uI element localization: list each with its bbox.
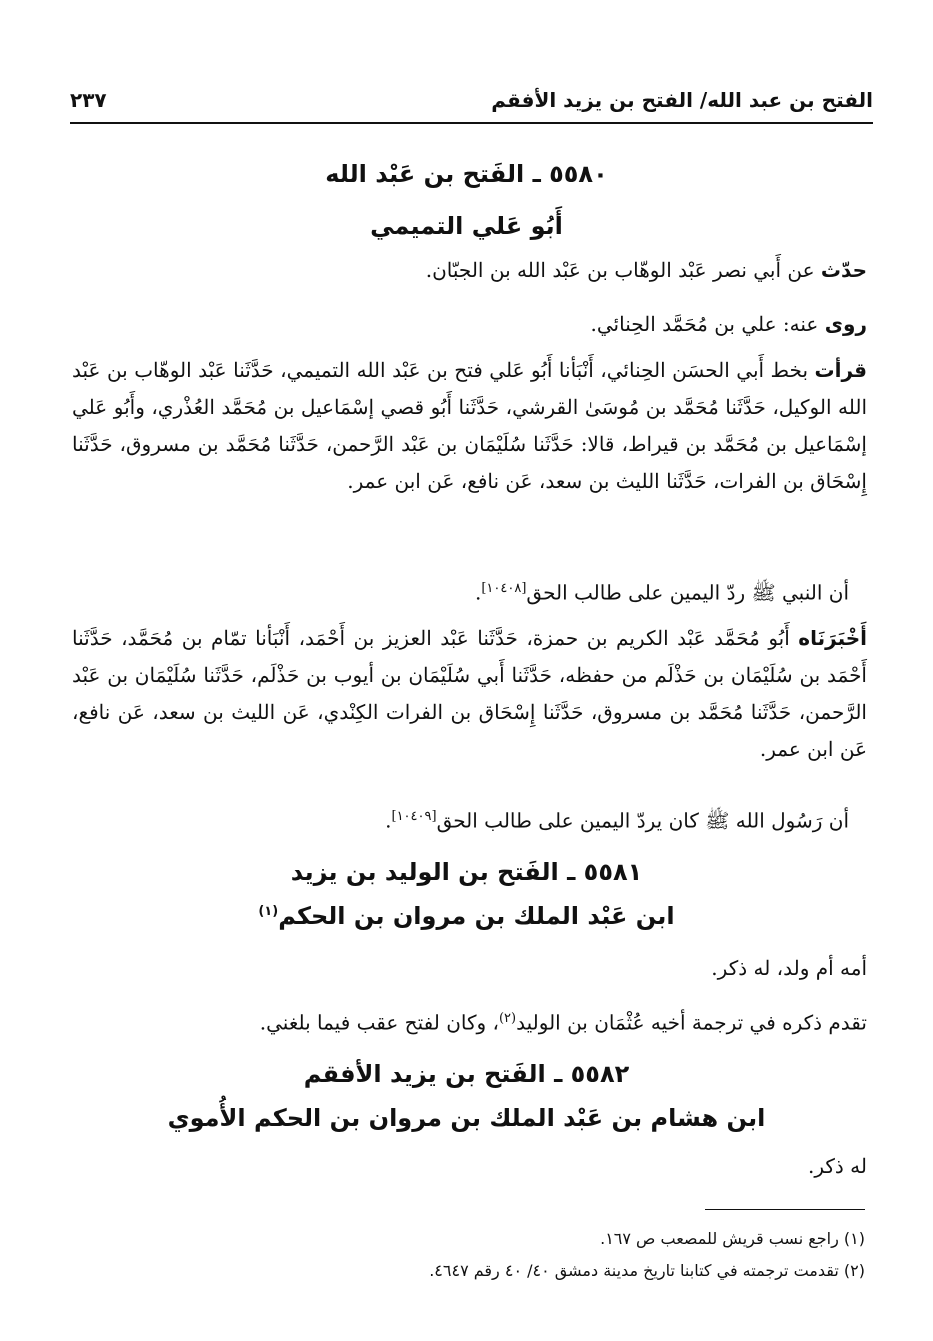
paragraph-text: أَبُو مُحَمَّد عَبْد الكريم بن حمزة، حَدَّثَنا عَبْد العزيز بن أَحْمَد، أَنْبَأنا تمّام بن مُحَمَّد، حَدَّثَنا أَحْمَد بن سُلَيْمَان بن حَذْلَم من حفظه، حَدَّثَنا أَبي سُلَيْمَان بن أيوب بن حَذْلَم، حَدَّثَنا سُلَيْمَان بن عَبْد الرَّحمن، حَدَّثَنا مُحَمَّد بن مسروق، حَدَّثَنا إِسْحَاق بن الفرات الكِنْدي، عَن الليث بن سعد، عَن نافع، عَن ابن عمر. [72,626,867,761]
footnote-rule [705,1209,865,1210]
paragraph-text: له ذكر. [808,1154,867,1178]
paragraph-text: بخط أَبي الحسَن الحِنائي، أَنْبَأنا أَبُو عَلي فتح بن عَبْد الله التميمي، حَدَّثَنا عَبْد الوهّاب بن عَبْد الله الوكيل، حَدَّثَنا مُحَمَّد بن مُوسَىٰ القرشي، حَدَّثَنا أَبُو قصي إسْمَاعيل بن مُحَمَّد العُذْري، وأَبُو عَلي إسْمَاعيل بن مُحَمَّد بن قيراط، قالا: حَدَّثَنا سُلَيْمَان بن عَبْد الرَّحمن، حَدَّثَنا مُحَمَّد بن مسروق، حَدَّثَنا إِسْحَاق بن الفرات، حَدَّثَنا الليث بن سعد، عَن نافع، عَن ابن عمر. [72,358,867,493]
paragraph-lead: أَخْبَرَنَاه [798,626,867,650]
running-header [70,88,873,120]
paragraph-hadath [72,252,867,289]
paragraph-text: أمه أم ولد، له ذكر. [711,956,867,980]
paragraph-akhbarana [72,620,867,768]
paragraph-lead: حدّث [820,258,867,282]
entry-subtitle-5582: ابن هشام بن عَبْد الملك بن مروان بن الحكم الأُموي [167,1104,766,1132]
header-rule [70,122,873,124]
paragraph-text: ، وكان لفتح عقب فيما بلغني. [259,1010,499,1035]
period: . [474,580,482,605]
paragraph-umuhu [72,950,867,987]
footnote-ref: (٢) [498,1011,517,1026]
entry-subtitle-text: ابن عَبْد الملك بن مروان بن الحكم [278,902,675,930]
footnote-number: (١) [843,1229,865,1248]
paragraph-qara-tu [72,352,867,500]
footnote-number: (٢) [843,1261,865,1280]
hadith-number: [١٠٤٠٩] [391,809,437,824]
paragraph-lead: قرأت [814,358,868,382]
paragraph-text: تقدم ذكره في ترجمة أخيه عُثْمَان بن الوليد [516,1010,867,1035]
entry-title-5582: ٥٥٨٢ ـ الفَتح بن يزيد الأفقم [303,1060,630,1088]
page-number: ٢٣٧ [70,88,107,112]
footnote-ref: (١) [258,904,279,919]
entry-subtitle-5580: أَبُو عَلي التميمي [370,212,563,240]
hadith-text: أن رَسُول الله ﷺ كان يردّ اليمين على طالب الحق [436,808,849,833]
paragraph-lead: روى [824,312,867,336]
paragraph-text: عنه: علي بن مُحَمَّد الحِنائي. [590,312,825,336]
hadith-text: أن النبي ﷺ ردّ اليمين على طالب الحق [526,580,849,605]
hadith-number: [١٠٤٠٨] [481,581,527,596]
entry-title-5580: ٥٥٨٠ ـ الفَتح بن عَبْد الله [325,160,608,188]
footnote-1 [80,1224,865,1254]
footnote-text: تقدمت ترجمته في كتابنا تاريخ مدينة دمشق ٤٠/ ٤٠ رقم ٤٦٤٧. [429,1261,839,1280]
entry-subtitle-5581 [100,902,833,930]
paragraph-taqaddama [72,1000,867,1042]
period: . [385,808,392,833]
paragraph-lahu-dhikr [72,1148,867,1185]
paragraph-hadith-1 [72,570,867,612]
footnote-2 [80,1256,865,1286]
footnote-text: راجع نسب قريش للمصعب ص ١٦٧. [600,1229,839,1248]
running-title: الفتح بن عبد الله/ الفتح بن يزيد الأفقم [491,88,873,112]
paragraph-hadith-2 [72,798,867,840]
paragraph-text: عن أَبي نصر عَبْد الوهّاب بن عَبْد الله بن الجبّان. [425,258,821,282]
entry-title-5581: ٥٥٨١ ـ الفَتح بن الوليد بن يزيد [290,858,643,886]
paragraph-rawa [72,306,867,343]
